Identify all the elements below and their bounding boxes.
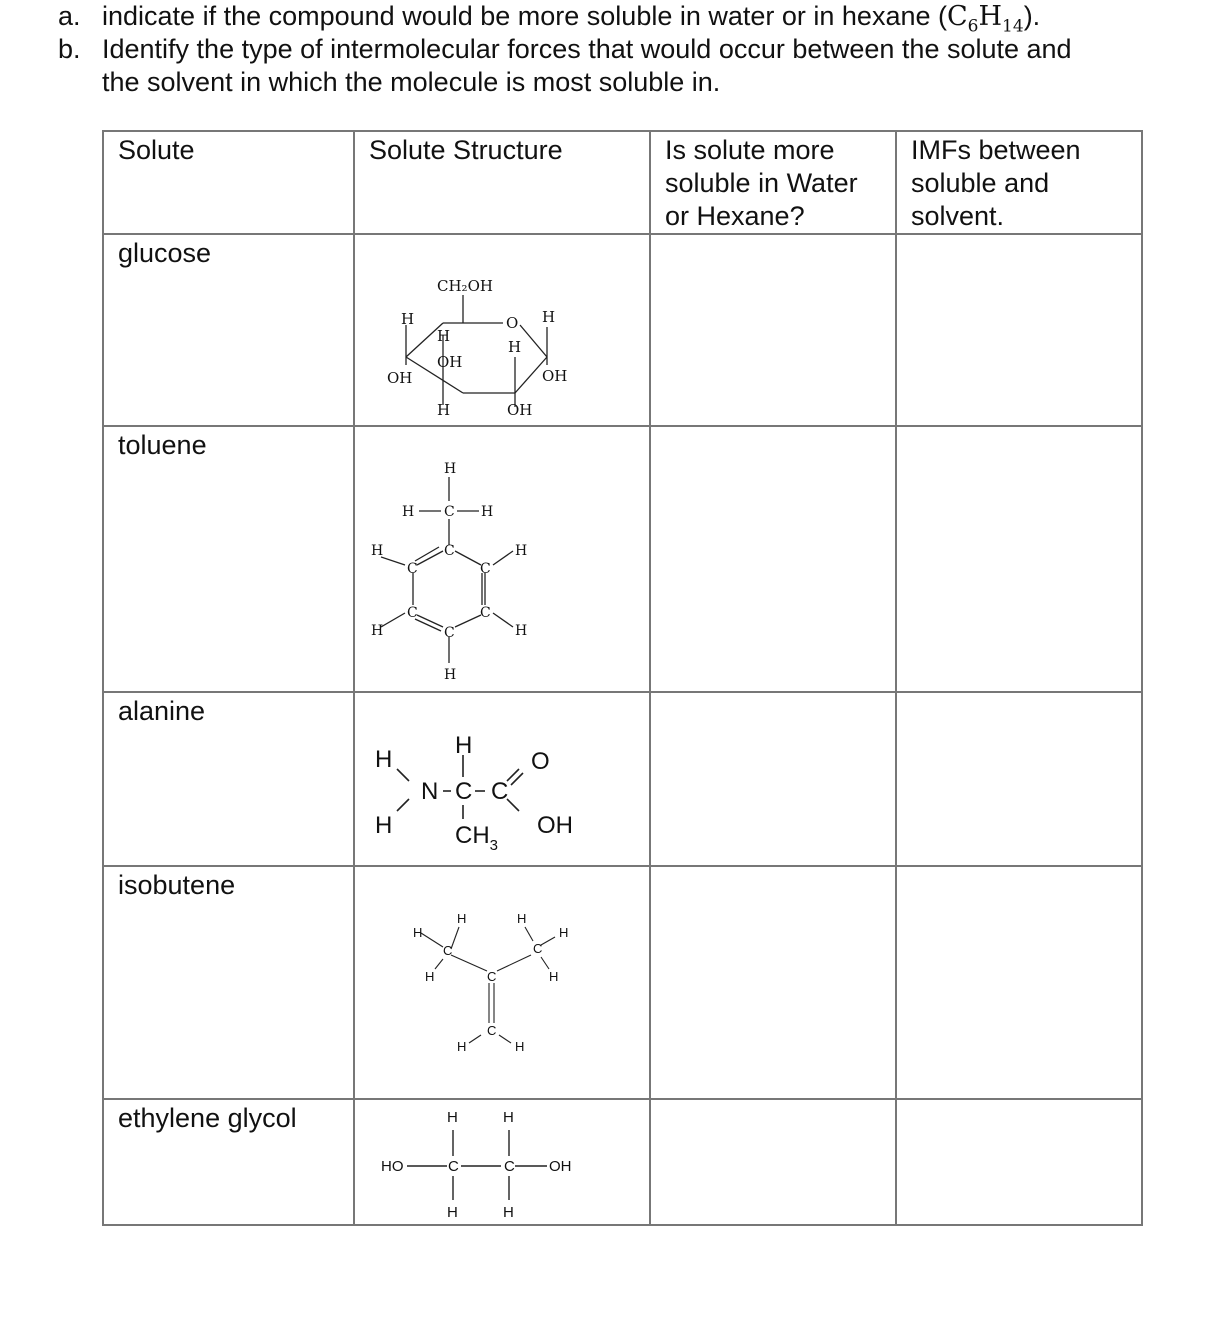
glucose-oh-label: OH: [387, 369, 413, 387]
alanine-c-label: C: [455, 778, 473, 805]
alanine-ch3-label: $CH_3$: [455, 822, 499, 854]
structure-cell: [354, 426, 650, 692]
toluene-h-label: H: [444, 667, 457, 683]
glucose-h-label: H: [437, 401, 451, 419]
structure-cell: [354, 692, 650, 866]
solute-name: alanine: [118, 696, 206, 726]
isobutene-c-label: C: [533, 941, 543, 956]
glycol-h-label: H: [503, 1109, 514, 1126]
toluene-c-label: C: [407, 605, 418, 621]
alanine-h-label: H: [375, 812, 393, 839]
solute-name-cell: [103, 692, 354, 866]
imf-answer-cell[interactable]: [896, 692, 1142, 866]
glucose-oh-label: OH: [437, 353, 463, 371]
glucose-structure: [355, 235, 651, 427]
isobutene-h-label: H: [517, 911, 527, 926]
toluene-h-label: H: [402, 504, 415, 520]
imf-answer-cell[interactable]: [896, 866, 1142, 1099]
solute-name-cell: [103, 234, 354, 426]
alanine-n-label: N: [421, 778, 439, 805]
question-b: [58, 33, 1072, 66]
toluene-c-label: C: [407, 561, 418, 577]
toluene-h-label: H: [371, 543, 384, 559]
ethylene-glycol-structure: [355, 1100, 651, 1226]
isobutene-h-label: H: [549, 969, 559, 984]
alanine-oh-label: OH: [537, 812, 573, 839]
question-a: a. indicate if the compound would be more soluble in water or in hexane $(C_6H_{14})$.: [58, 1, 1041, 37]
question-a-text: indicate if the compound would be more soluble in water or in hexane (: [102, 1, 947, 31]
solute-name-cell: [103, 1099, 354, 1225]
alanine-h-label: H: [455, 732, 473, 759]
header-row: [103, 131, 1142, 234]
table-row: [103, 234, 1142, 426]
solute-name: glucose: [118, 238, 212, 268]
table-row: [103, 1099, 1142, 1225]
alanine-c-label: C: [491, 778, 509, 805]
toluene-h-label: H: [444, 461, 457, 477]
isobutene-h-label: H: [425, 969, 435, 984]
isobutene-structure: [355, 867, 651, 1100]
glycol-c-label: C: [504, 1158, 515, 1175]
table-row: [103, 692, 1142, 866]
toluene-h-label: H: [371, 623, 384, 639]
alanine-o-label: O: [531, 748, 550, 775]
header-solute: Solute: [103, 131, 354, 234]
glycol-oh-label: OH: [549, 1158, 572, 1175]
isobutene-c-label: C: [487, 969, 497, 984]
question-a-marker: a.: [58, 1, 81, 31]
header-solubility: Is solute more soluble in Water or Hexane?: [650, 131, 896, 234]
solubility-answer-cell[interactable]: [650, 1099, 896, 1225]
glucose-h-label: H: [401, 310, 415, 328]
isobutene-c-label: C: [487, 1023, 497, 1038]
isobutene-c-label: C: [443, 943, 453, 958]
glucose-oh-label: OH: [507, 401, 533, 419]
hexane-formula: $C_6H_{14}$: [947, 1, 1024, 37]
toluene-c-label: C: [444, 625, 455, 641]
question-b-continued: the solvent in which the molecule is most soluble in.: [102, 67, 721, 97]
header-imfs: IMFs between soluble and solvent.: [896, 131, 1142, 234]
isobutene-h-label: H: [413, 925, 423, 940]
imf-answer-cell[interactable]: [896, 426, 1142, 692]
toluene-c-label: C: [444, 543, 455, 559]
isobutene-h-label: H: [515, 1039, 525, 1054]
toluene-structure: [355, 427, 651, 693]
toluene-c-label: C: [480, 605, 491, 621]
toluene-h-label: H: [481, 504, 494, 520]
glucose-h-label: H: [437, 327, 451, 345]
header-structure: Solute Structure: [354, 131, 650, 234]
table-row: [103, 426, 1142, 692]
solute-name: toluene: [118, 430, 207, 460]
toluene-c-label: C: [444, 504, 455, 520]
toluene-h-label: H: [515, 623, 528, 639]
imf-answer-cell[interactable]: [896, 1099, 1142, 1225]
structure-cell: [354, 234, 650, 426]
imf-answer-cell[interactable]: [896, 234, 1142, 426]
question-b-text: Identify the type of intermolecular forces that would occur between the solute and: [102, 34, 1072, 64]
isobutene-h-label: H: [457, 1039, 467, 1054]
glycol-h-label: H: [503, 1204, 514, 1221]
glycol-ho-label: HO: [381, 1158, 404, 1175]
solute-name: ethylene glycol: [118, 1103, 297, 1133]
solubility-answer-cell[interactable]: [650, 692, 896, 866]
structure-cell: [354, 866, 650, 1099]
solute-name-cell: [103, 866, 354, 1099]
toluene-c-label: C: [480, 561, 491, 577]
glucose-h-label: H: [542, 308, 556, 326]
solubility-table: [102, 130, 1143, 1226]
solubility-answer-cell[interactable]: [650, 234, 896, 426]
alanine-h-label: H: [375, 746, 393, 773]
glucose-oh-label: OH: [542, 367, 568, 385]
isobutene-h-label: H: [457, 911, 467, 926]
solubility-answer-cell[interactable]: [650, 866, 896, 1099]
isobutene-h-label: H: [559, 925, 569, 940]
glucose-ch2oh-label: CH₂OH: [437, 277, 493, 295]
toluene-h-label: H: [515, 543, 528, 559]
table-row: [103, 866, 1142, 1099]
glucose-ring-oxygen: O: [506, 314, 519, 332]
glycol-h-label: H: [447, 1109, 458, 1126]
structure-cell: [354, 1099, 650, 1225]
glycol-c-label: C: [448, 1158, 459, 1175]
alanine-structure: [355, 693, 651, 867]
glycol-h-label: H: [447, 1204, 458, 1221]
solubility-answer-cell[interactable]: [650, 426, 896, 692]
question-b-marker: b.: [58, 34, 81, 64]
solute-name: isobutene: [118, 870, 236, 900]
solute-name-cell: [103, 426, 354, 692]
glucose-h-label: H: [508, 338, 522, 356]
